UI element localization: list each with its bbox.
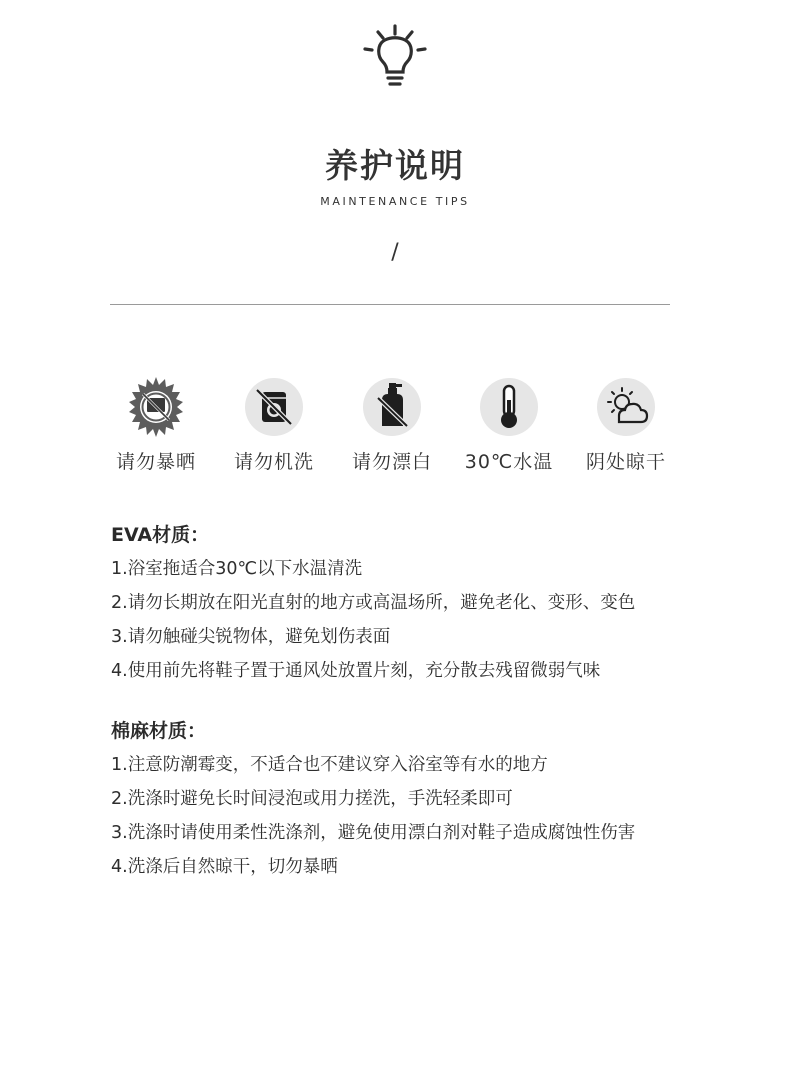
divider-line — [110, 304, 670, 305]
section-title-eva: EVA材质： — [111, 524, 210, 546]
page-title: 养护说明 — [325, 146, 465, 185]
section-eva-item-1: 1.浴室拖适合30℃以下水温清洗 — [111, 559, 363, 579]
care-item-no-sun — [101, 376, 211, 474]
care-label-no-bleach: 请勿漂白 — [351, 451, 432, 473]
care-item-shade-dry — [571, 376, 681, 474]
no-sun-icon — [125, 376, 187, 438]
section-cotton-item-1: 1.注意防潮霉变，不适合也不建议穿入浴室等有水的地方 — [111, 755, 548, 775]
no-washing-machine-icon — [243, 376, 305, 438]
section-eva-item-3: 3.请勿触碰尖锐物体，避免划伤表面 — [111, 627, 391, 647]
care-label-shade-dry: 阴处晾干 — [585, 451, 666, 473]
page-subtitle: MAINTENANCE TIPS — [320, 195, 470, 208]
section-title-cotton-linen: 棉麻材质： — [111, 720, 207, 742]
section-cotton-item-2: 2.洗涤时避免长时间浸泡或用力搓洗，手洗轻柔即可 — [111, 789, 513, 809]
care-label-water-temp: 30℃水温 — [464, 451, 554, 473]
thermometer-icon — [478, 376, 540, 438]
care-item-water-temp — [454, 376, 564, 474]
care-label-no-sun: 请勿暴晒 — [115, 451, 196, 473]
section-cotton-item-4: 4.洗涤后自然晾干，切勿暴晒 — [111, 857, 338, 877]
care-item-no-bleach — [337, 376, 447, 474]
care-item-no-machine-wash — [219, 376, 329, 474]
no-bleach-icon — [361, 376, 423, 438]
sun-cloud-icon — [595, 376, 657, 438]
section-cotton-item-3: 3.洗涤时请使用柔性洗涤剂，避免使用漂白剂对鞋子造成腐蚀性伤害 — [111, 823, 636, 843]
lightbulb-icon — [360, 22, 430, 90]
section-eva-item-4: 4.使用前先将鞋子置于通风处放置片刻，充分散去残留微弱气味 — [111, 661, 601, 681]
care-label-no-machine-wash: 请勿机洗 — [233, 451, 314, 473]
separator-slash: / — [391, 240, 399, 265]
section-eva-item-2: 2.请勿长期放在阳光直射的地方或高温场所，避免老化、变形、变色 — [111, 593, 636, 613]
